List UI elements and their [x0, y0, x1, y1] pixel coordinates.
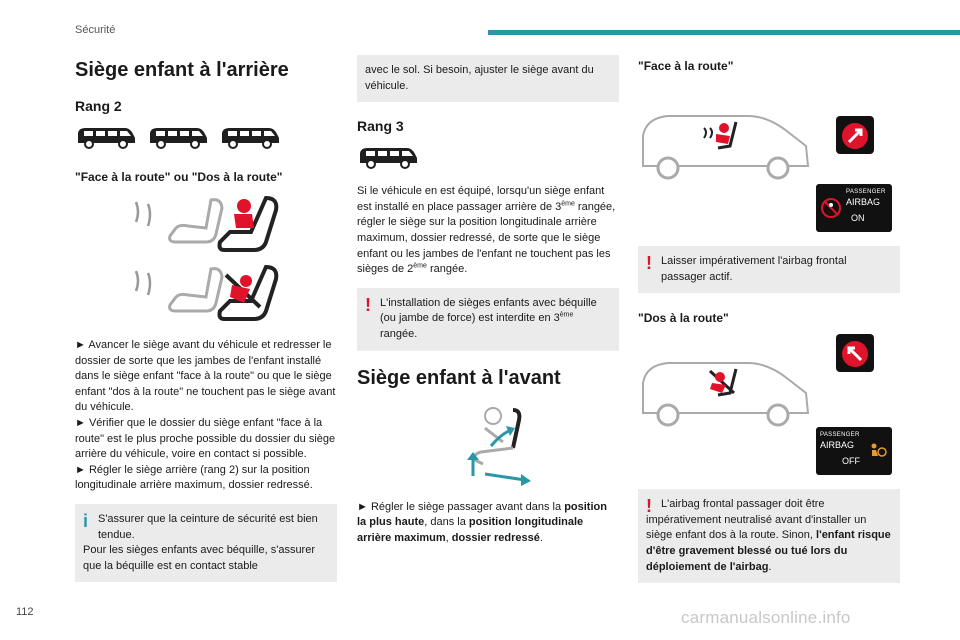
info-box-continued: [357, 55, 619, 102]
warning-off-a: L'airbag frontal passager doit être impérativement neutralisé avant d'installer un siège enfant dos à la route. Sinon,: [646, 498, 867, 542]
warning-airbag-off-text: [646, 497, 892, 575]
row3-text-c: rangée.: [426, 263, 468, 276]
van-row3-icon: [357, 144, 419, 170]
info-icon: i: [83, 510, 89, 531]
row3-sup-2: ème: [413, 262, 427, 270]
info-text-1: S'assurer que la ceinture de sécurité est bien tendue.: [98, 512, 318, 541]
column-2: [357, 55, 619, 546]
warning-row3-a: L'installation de sièges enfants avec béquille (ou jambe de force) est interdite en 3: [380, 296, 597, 325]
airbag-on-panel-wrap: [638, 184, 900, 232]
airbag-on-line2: AIRBAG: [846, 197, 881, 207]
airbag-off-panel-wrap: [638, 427, 900, 475]
warning-icon: !: [646, 496, 652, 517]
front-step-e: ,: [445, 531, 452, 544]
vehicle-icons-row-2: [75, 124, 337, 150]
passenger-seat-switch-off-icon: [835, 333, 875, 373]
subtitle-row-3: Rang 3: [357, 118, 404, 135]
vehicle-side-rear-illustration: [638, 353, 818, 433]
orientation-heading: "Face à la route" ou "Dos à la route": [75, 170, 283, 184]
row3-text-a: Si le véhicule en est équipé, lorsqu'un siège enfant est installé en place passager arrière de 3: [357, 185, 605, 213]
warning-icon: !: [365, 294, 371, 315]
front-step-d: position longitudinale arrière maximum: [357, 516, 584, 544]
column-3: [638, 55, 900, 583]
row3-instructions: [357, 184, 619, 278]
info-continued-text: avec le sol. Si besoin, ajuster le siège avant du véhicule.: [365, 64, 594, 92]
warning-box-airbag-off: [638, 489, 900, 583]
van-row2-icon-1: [75, 124, 137, 150]
warning-box-row3: [357, 288, 619, 351]
warning-off-b: l'enfant risque d'être gravement blessé ou tué lors du déploiement de l'airbag: [646, 529, 891, 573]
front-step-f: dossier redressé: [451, 531, 540, 544]
airbag-off-panel: [816, 427, 892, 475]
step-check-backrest: ► Vérifier que le dossier du siège enfant "face à la route" est le plus proche possible du dossier du siège arrière du véhicule, voire en contact si possible.: [75, 416, 336, 461]
warning-off-c: .: [768, 560, 772, 573]
vehicle-icons-row-3: [357, 144, 619, 170]
forward-facing-heading: "Face à la route": [638, 59, 734, 73]
airbag-on-panel: [816, 184, 892, 232]
front-step-g: .: [539, 531, 543, 544]
watermark: carmanualsonline.info: [681, 608, 851, 627]
passenger-seat-switch-on-icon: [835, 115, 875, 155]
airbag-on-line1: PASSENGER: [846, 189, 886, 195]
column-1: [75, 55, 337, 582]
header-accent-bar: [488, 30, 960, 35]
page-number: 112: [16, 606, 34, 618]
front-seat-step: [357, 500, 619, 547]
airbag-symbol-icon: [866, 440, 888, 462]
warning-icon: !: [646, 253, 652, 273]
forward-facing-seat-illustration: [126, 192, 286, 257]
step-adjust-rear-seat: ► Régler le siège arrière (rang 2) sur la position longitudinale arrière maximum, dossier redressé.: [75, 463, 313, 492]
warning-box-airbag-active: [638, 246, 900, 293]
title-front-child-seat: Siège enfant à l'avant: [357, 366, 561, 389]
front-seat-adjust-illustration: [433, 406, 543, 486]
warning-text-row3: [365, 296, 611, 343]
row3-text-b: rangée, régler le siège sur la position longitudinale arrière maximum, dossier redressé, de sorte que le siège enfant ou les jambes de l'enfant ne touchent pas les sièges de 2: [357, 200, 616, 276]
step-advance-front-seat: ► Avancer le siège avant du véhicule et redresser le dossier de sorte que les jambes de l'enfant installé dans le siège enfant "face à la route" ou que le siège enfant "dos à la route" ne touchent pas le siège avant du véhicule.: [75, 339, 336, 414]
airbag-on-state: ON: [851, 213, 865, 223]
warning-row3-sup: ème: [559, 311, 574, 319]
warning-row3-b: rangée.: [380, 327, 418, 340]
airbag-off-state: OFF: [842, 456, 860, 467]
front-step-c: , dans la: [424, 516, 469, 529]
rear-facing-seat-illustration: [126, 261, 286, 326]
vehicle-side-forward-illustration: [638, 106, 818, 186]
front-step-a: ► Régler le siège passager avant dans la: [357, 500, 565, 513]
airbag-deactivated-icon: [820, 197, 842, 219]
subtitle-row-2: Rang 2: [75, 98, 122, 114]
van-row2-icon-3: [219, 124, 281, 150]
header-section: Sécurité: [75, 24, 116, 36]
van-row2-icon-2: [147, 124, 209, 150]
info-box-seatbelt: [75, 504, 337, 582]
rear-facing-figure: [638, 333, 900, 433]
title-rear-child-seat: Siège enfant à l'arrière: [75, 59, 289, 81]
airbag-off-line1: PASSENGER: [820, 432, 860, 439]
row3-sup-1: ème: [561, 200, 575, 208]
airbag-off-line2: AIRBAG: [820, 440, 855, 451]
info-text-2: Pour les sièges enfants avec béquille, s'assurer que la béquille est en contact stable: [83, 544, 316, 572]
warning-airbag-active-text: Laisser impérativement l'airbag frontal passager actif.: [661, 255, 847, 283]
rear-facing-heading: "Dos à la route": [638, 311, 729, 326]
forward-facing-figure: [638, 81, 900, 189]
front-step-b: position la plus haute: [357, 500, 607, 529]
